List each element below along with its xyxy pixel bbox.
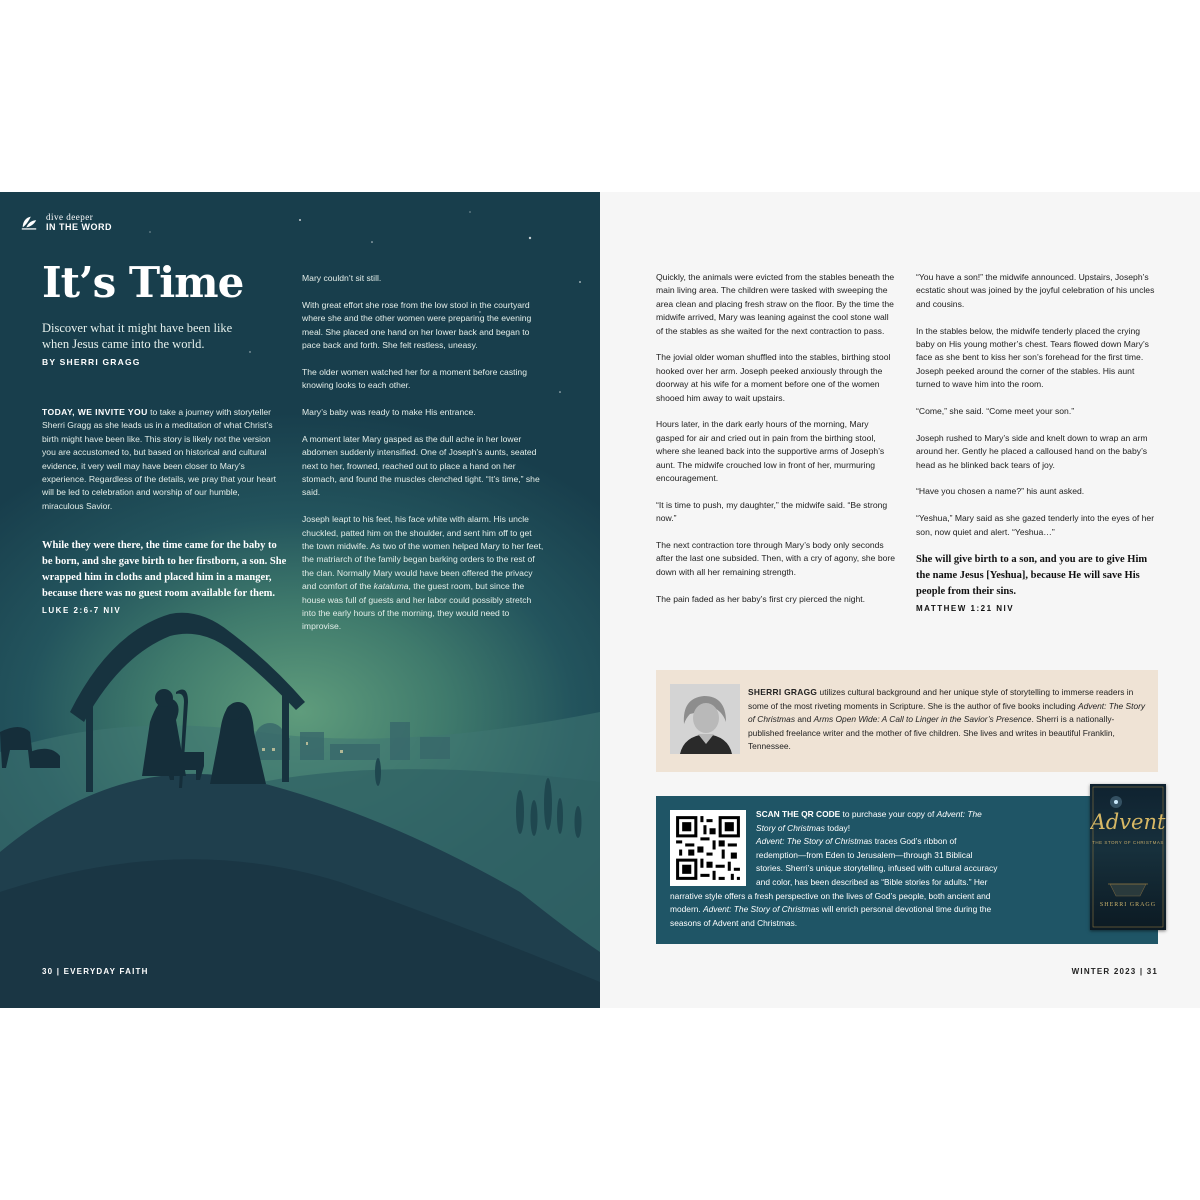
paragraph: A moment later Mary gasped as the dull ache in her lower abdomen suddenly intensified. One of Joseph’s aunts, seated next to her, frowned, reached out to place a hand on her stomach, and found the muscles clenched tight. “It’s time,” she said. <box>302 433 540 498</box>
paragraph: “Yeshua,” Mary said as she gazed tenderly into the eyes of her son, now quiet and alert. “Yeshua…” <box>916 513 1155 537</box>
intro-lead: TODAY, WE INVITE YOU <box>42 407 148 417</box>
section-tag <box>20 212 112 232</box>
paragraph <box>302 513 544 634</box>
book-cover-author: SHERRI GRAGG <box>1099 902 1157 908</box>
scripture-reference-right: MATTHEW 1:21 NIV <box>916 604 1015 614</box>
left-page <box>0 192 600 1008</box>
intro-paragraph <box>42 406 282 513</box>
scripture-text-right: She will give birth to a son, and you are to give Him the name Jesus [Yeshua], because He will save His people from their sins. <box>916 554 1148 598</box>
paragraph: “Come,” she said. “Come meet your son.” <box>916 406 1075 417</box>
author-bio-text <box>748 686 1148 754</box>
promo-text <box>670 808 1000 930</box>
magazine-spread <box>0 192 1200 1008</box>
paragraph: Hours later, in the dark early hours of the morning, Mary gasped for air and cried out in pain from the birthing stool, where she leaned back into the supportive arms of Joseph’s aunt. The midwife crouched low in front of her, murmuring encouragement. <box>656 419 885 484</box>
paragraph: “You have a son!” the midwife announced. Upstairs, Joseph’s ecstatic shout was joined by the joyful celebration of his uncles and cousins. <box>916 272 1155 309</box>
scripture-text-left: While they were there, the time came for the baby to be born, and she gave birth to her firstborn, a son. She wrapped him in cloths and placed him in a manger, because there was no guest room available for them. <box>42 540 287 599</box>
author-photo <box>670 684 740 754</box>
paragraph: With great effort she rose from the low stool in the courtyard where she and the other women were preparing the evening meal. She placed one hand on her lower back and began to pace back and forth. She felt restless, uneasy. <box>302 299 532 351</box>
paragraph: Mary couldn’t sit still. <box>302 273 382 283</box>
author-name: SHERRI GRAGG <box>748 687 818 697</box>
paragraph-text: Joseph leapt to his feet, his face white with alarm. His uncle chuckled, patted him on the shoulder, and sent him off to get the town midwife. As two of the women helped Mary to her feet, the matriarch of the family began barking orders to the rest of the clan. Normally Mary would have been offered the privacy and comfort of the <box>302 514 544 592</box>
paragraph: “Have you chosen a name?” his aunt asked. <box>916 486 1085 497</box>
promo-segment: will enrich personal devotional time during the seasons of Advent and Christmas. <box>670 904 992 928</box>
promo-segment: traces God’s ribbon of redemption—from Eden to Jerusalem—through 31 Biblical stories. Sherri’s unique storytelling, infused with cultural accuracy and color, has been described as “Bible stories for adults.” Her narrative style offers a fresh perspective on the lives of God’s people, both ancient and modern. <box>670 836 998 915</box>
promo-book-title: Advent: The Story of Christmas <box>756 809 982 833</box>
article-column-2 <box>302 272 544 647</box>
paragraph: The older women watched her for a moment before casting knowing looks to each other. <box>302 366 527 391</box>
scripture-reference-left: LUKE 2:6-7 NIV <box>42 606 122 615</box>
section-tag-line2: IN THE WORD <box>46 222 112 232</box>
paragraph-text: , the guest room, but since the house was full of guests and her labor could possibly stretch into the early hours of the morning, they would need to improvise. <box>302 581 532 632</box>
paragraph: The next contraction tore through Mary’s body only seconds after the last one subsided. Then, with a cry of agony, she bore down with all her remaining strength. <box>656 540 896 577</box>
promo-cta-bold: SCAN THE QR CODE <box>756 809 841 819</box>
paragraph: Quickly, the animals were evicted from the stables beneath the main living area. The children were tasked with sweeping the area clean and placing fresh straw on the floor. By the time the midwife arrived, Mary was leaning against the cool stone wall of the stables as she waited for the next contraction to pass. <box>656 272 895 336</box>
author-bio-box <box>656 670 1158 772</box>
article-title: It’s Time <box>42 258 244 307</box>
paragraph: Mary’s baby was ready to make His entrance. <box>302 407 476 418</box>
scripture-quote-right <box>916 552 1158 617</box>
paragraph: In the stables below, the midwife tenderly placed the crying baby on His young mother’s chest. Tears flowed down Mary’s face as she bent to kiss her son’s forehead for the first time. Joseph peeked around the corner of the stables. His aunt turned to wave him into the room. <box>916 325 1149 390</box>
bio-book-title: Advent: The Story of Christmas <box>748 700 1146 725</box>
intro-body: to take a journey with storyteller Sherri Gragg as she leads us in a meditation of what Christ’s birth might have been like. This story is likely not the version you are accustomed to, but based on historical and cultural evidence, it very well may have been closer to Mary’s experience. Regardless of the details, we pray that your heart will be led to celebration and worship of our humble, miraculous Savior. <box>42 407 277 511</box>
bio-segment: . Sherri is a nationally-published freelance writer and the mother of five children. She lives and writes in beautiful Franklin, Tennessee. <box>748 714 1115 752</box>
book-cover[interactable] <box>1090 784 1166 930</box>
paragraph: The jovial older woman shuffled into the stables, birthing stool hooked over her arm. Joseph peeked anxiously through the doorway at his wife for a moment before one of the women shooed him away to wait upstairs. <box>656 352 891 403</box>
article-dek: Discover what it might have been like when Jesus came into the world. <box>42 321 233 351</box>
article-column-3 <box>656 271 898 619</box>
folio-left: 30 | EVERYDAY FAITH <box>42 967 149 976</box>
right-page <box>600 192 1200 1008</box>
bio-segment: utilizes cultural background and her unique style of storytelling to immerse readers in some of the most riveting moments in Scripture. She is the author of five books including <box>748 687 1134 711</box>
book-cover-subtitle: THE STORY OF CHRISTMAS <box>1092 840 1164 845</box>
book-cover-title: Advent <box>1090 810 1166 834</box>
paragraph: The pain faded as her baby’s first cry pierced the night. <box>656 593 866 604</box>
folio-right: WINTER 2023 | 31 <box>1071 967 1158 976</box>
italic-term: kataluma <box>373 581 409 592</box>
promo-segment: today! <box>824 822 851 833</box>
promo-book-title: Advent: The Story of Christmas <box>756 836 873 847</box>
promo-book-title: Advent: The Story of Christmas <box>703 904 820 915</box>
bio-book-title: Arms Open Wide: A Call to Linger in the Savior’s Presence <box>813 714 1032 725</box>
section-tag-line1: dive deeper <box>46 212 94 222</box>
promo-segment: to purchase your copy of <box>840 809 937 819</box>
scripture-quote-left <box>42 538 287 619</box>
paragraph: “It is time to push, my daughter,” the midwife said. “Be strong now.” <box>656 499 888 524</box>
paragraph: Joseph rushed to Mary’s side and knelt down to wrap an arm around her. Gently he placed a calloused hand on the baby’s head as he blinked back tears of joy. <box>916 432 1148 470</box>
leaf-icon <box>20 213 38 231</box>
bio-segment: and <box>795 714 814 725</box>
article-column-4 <box>916 271 1158 631</box>
byline: BY SHERRI GRAGG <box>42 357 141 367</box>
book-promo-box <box>656 796 1166 944</box>
